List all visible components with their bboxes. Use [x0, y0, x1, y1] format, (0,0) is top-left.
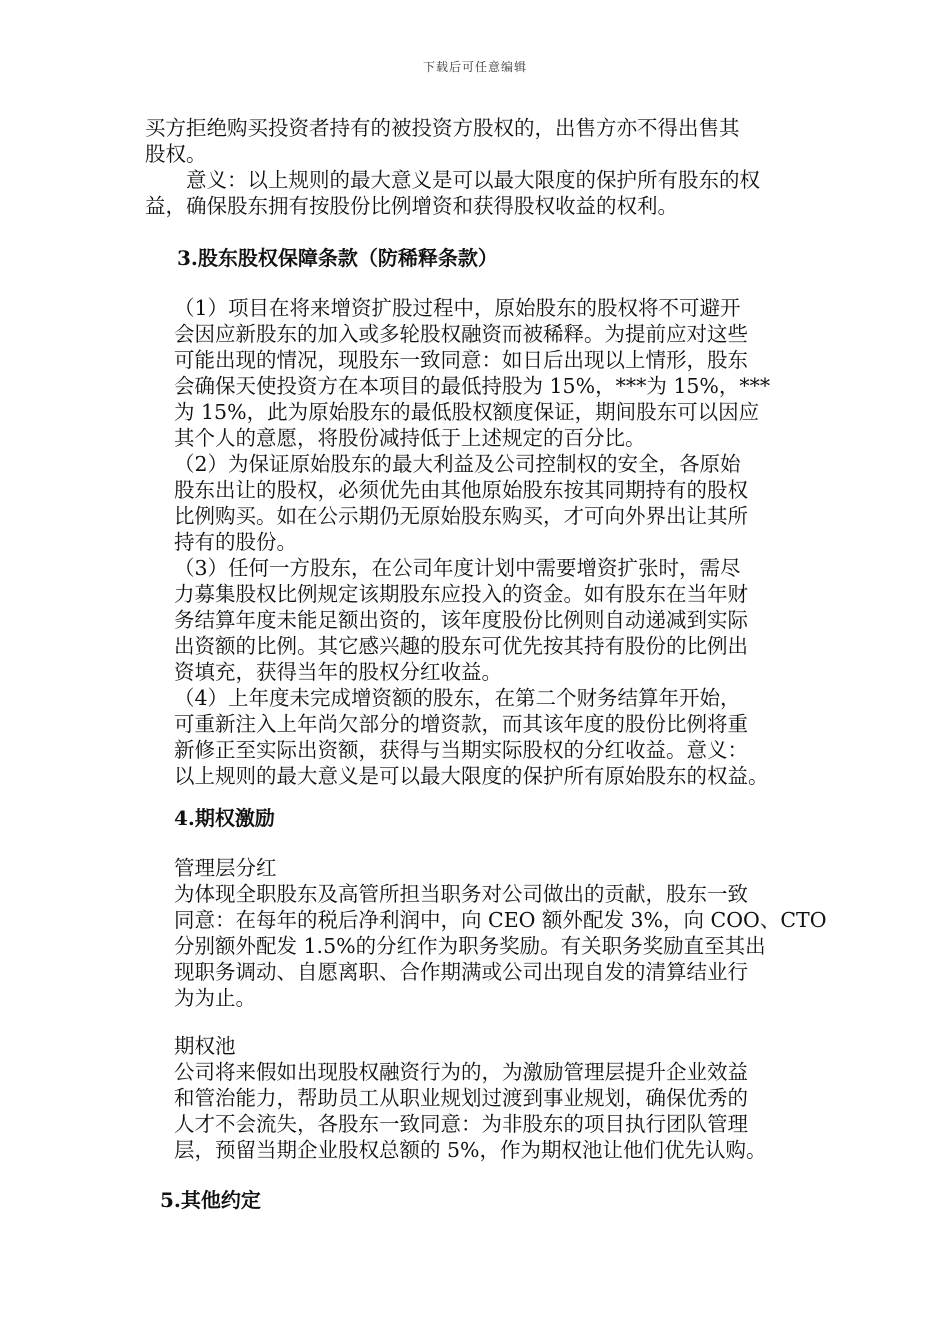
text-line: 出资额的比例。其它感兴趣的股东可优先按其持有股份的比例出	[174, 634, 748, 658]
text-line: 资填充，获得当年的股权分红收益。	[174, 660, 502, 684]
section-5-heading: 5.其他约定	[160, 1188, 261, 1212]
text-line: 新修正至实际出资额，获得与当期实际股权的分红收益。意义：	[174, 738, 748, 762]
text-line: 意义：以上规则的最大意义是可以最大限度的保护所有股东的权	[145, 168, 760, 192]
text-line: 公司将来假如出现股权融资行为的，为激励管理层提升企业效益	[174, 1060, 748, 1084]
text-line: 其个人的意愿，将股份减持低于上述规定的百分比。	[174, 426, 646, 450]
text-line: 力募集股权比例规定该期股东应投入的资金。如有股东在当年财	[174, 582, 748, 606]
option-pool-block	[174, 1033, 767, 1163]
text-line: （2）为保证原始股东的最大利益及公司控制权的安全，各原始	[174, 452, 741, 476]
text-line: 会确保天使投资方在本项目的最低持股为 15%，***为 15%，***	[174, 374, 771, 398]
section-3-body	[174, 295, 770, 789]
text-line: （1）项目在将来增资扩股过程中，原始股东的股权将不可避开	[174, 296, 741, 320]
dividend-block	[174, 855, 827, 1011]
section-3-heading: 3.股东股权保障条款（防稀释条款）	[177, 246, 498, 270]
text-line: 为为止。	[174, 986, 256, 1010]
text-line: 现职务调动、自愿离职、合作期满或公司出现自发的清算结业行	[174, 960, 748, 984]
text-line: 和管治能力，帮助员工从职业规划过渡到事业规划，确保优秀的	[174, 1086, 748, 1110]
option-pool-subtitle: 期权池	[174, 1034, 236, 1058]
text-line: 务结算年度未能足额出资的，该年度股份比例则自动递减到实际	[174, 608, 748, 632]
text-line: 买方拒绝购买投资者持有的被投资方股权的，出售方亦不得出售其	[145, 116, 740, 140]
text-line: 股东出让的股权，必须优先由其他原始股东按其同期持有的股权	[174, 478, 748, 502]
text-line: 分别额外配发 1.5%的分红作为职务奖励。有关职务奖励直至其出	[174, 934, 766, 958]
text-line: 为 15%，此为原始股东的最低股权额度保证，期间股东可以因应	[174, 400, 760, 424]
text-line: 比例购买。如在公示期仍无原始股东购买，才可向外界出让其所	[174, 504, 748, 528]
text-line: 可能出现的情况，现股东一致同意：如日后出现以上情形，股东	[174, 348, 748, 372]
text-line: （4）上年度未完成增资额的股东，在第二个财务结算年开始，	[174, 686, 741, 710]
text-line: 人才不会流失，各股东一致同意：为非股东的项目执行团队管理	[174, 1112, 748, 1136]
dividend-subtitle: 管理层分红	[174, 856, 277, 880]
text-line: 会因应新股东的加入或多轮股权融资而被稀释。为提前应对这些	[174, 322, 748, 346]
text-line: 以上规则的最大意义是可以最大限度的保护所有原始股东的权益。	[174, 764, 769, 788]
text-line: 益，确保股东拥有按股份比例增资和获得股权收益的权利。	[145, 194, 678, 218]
text-line: 同意：在每年的税后净利润中，向 CEO 额外配发 3%，向 COO、CTO	[174, 908, 827, 932]
text-line: （3）任何一方股东，在公司年度计划中需要增资扩张时，需尽	[174, 556, 741, 580]
section-4-heading: 4.期权激励	[174, 806, 275, 830]
page-header: 下载后可任意编辑	[422, 60, 527, 74]
text-line: 股权。	[145, 142, 207, 166]
text-line: 可重新注入上年尚欠部分的增资款，而其该年度的股份比例将重	[174, 712, 748, 736]
intro-paragraph	[145, 115, 760, 219]
text-line: 层，预留当期企业股权总额的 5%，作为期权池让他们优先认购。	[174, 1138, 767, 1162]
text-line: 为体现全职股东及高管所担当职务对公司做出的贡献，股东一致	[174, 882, 748, 906]
text-line: 持有的股份。	[174, 530, 297, 554]
